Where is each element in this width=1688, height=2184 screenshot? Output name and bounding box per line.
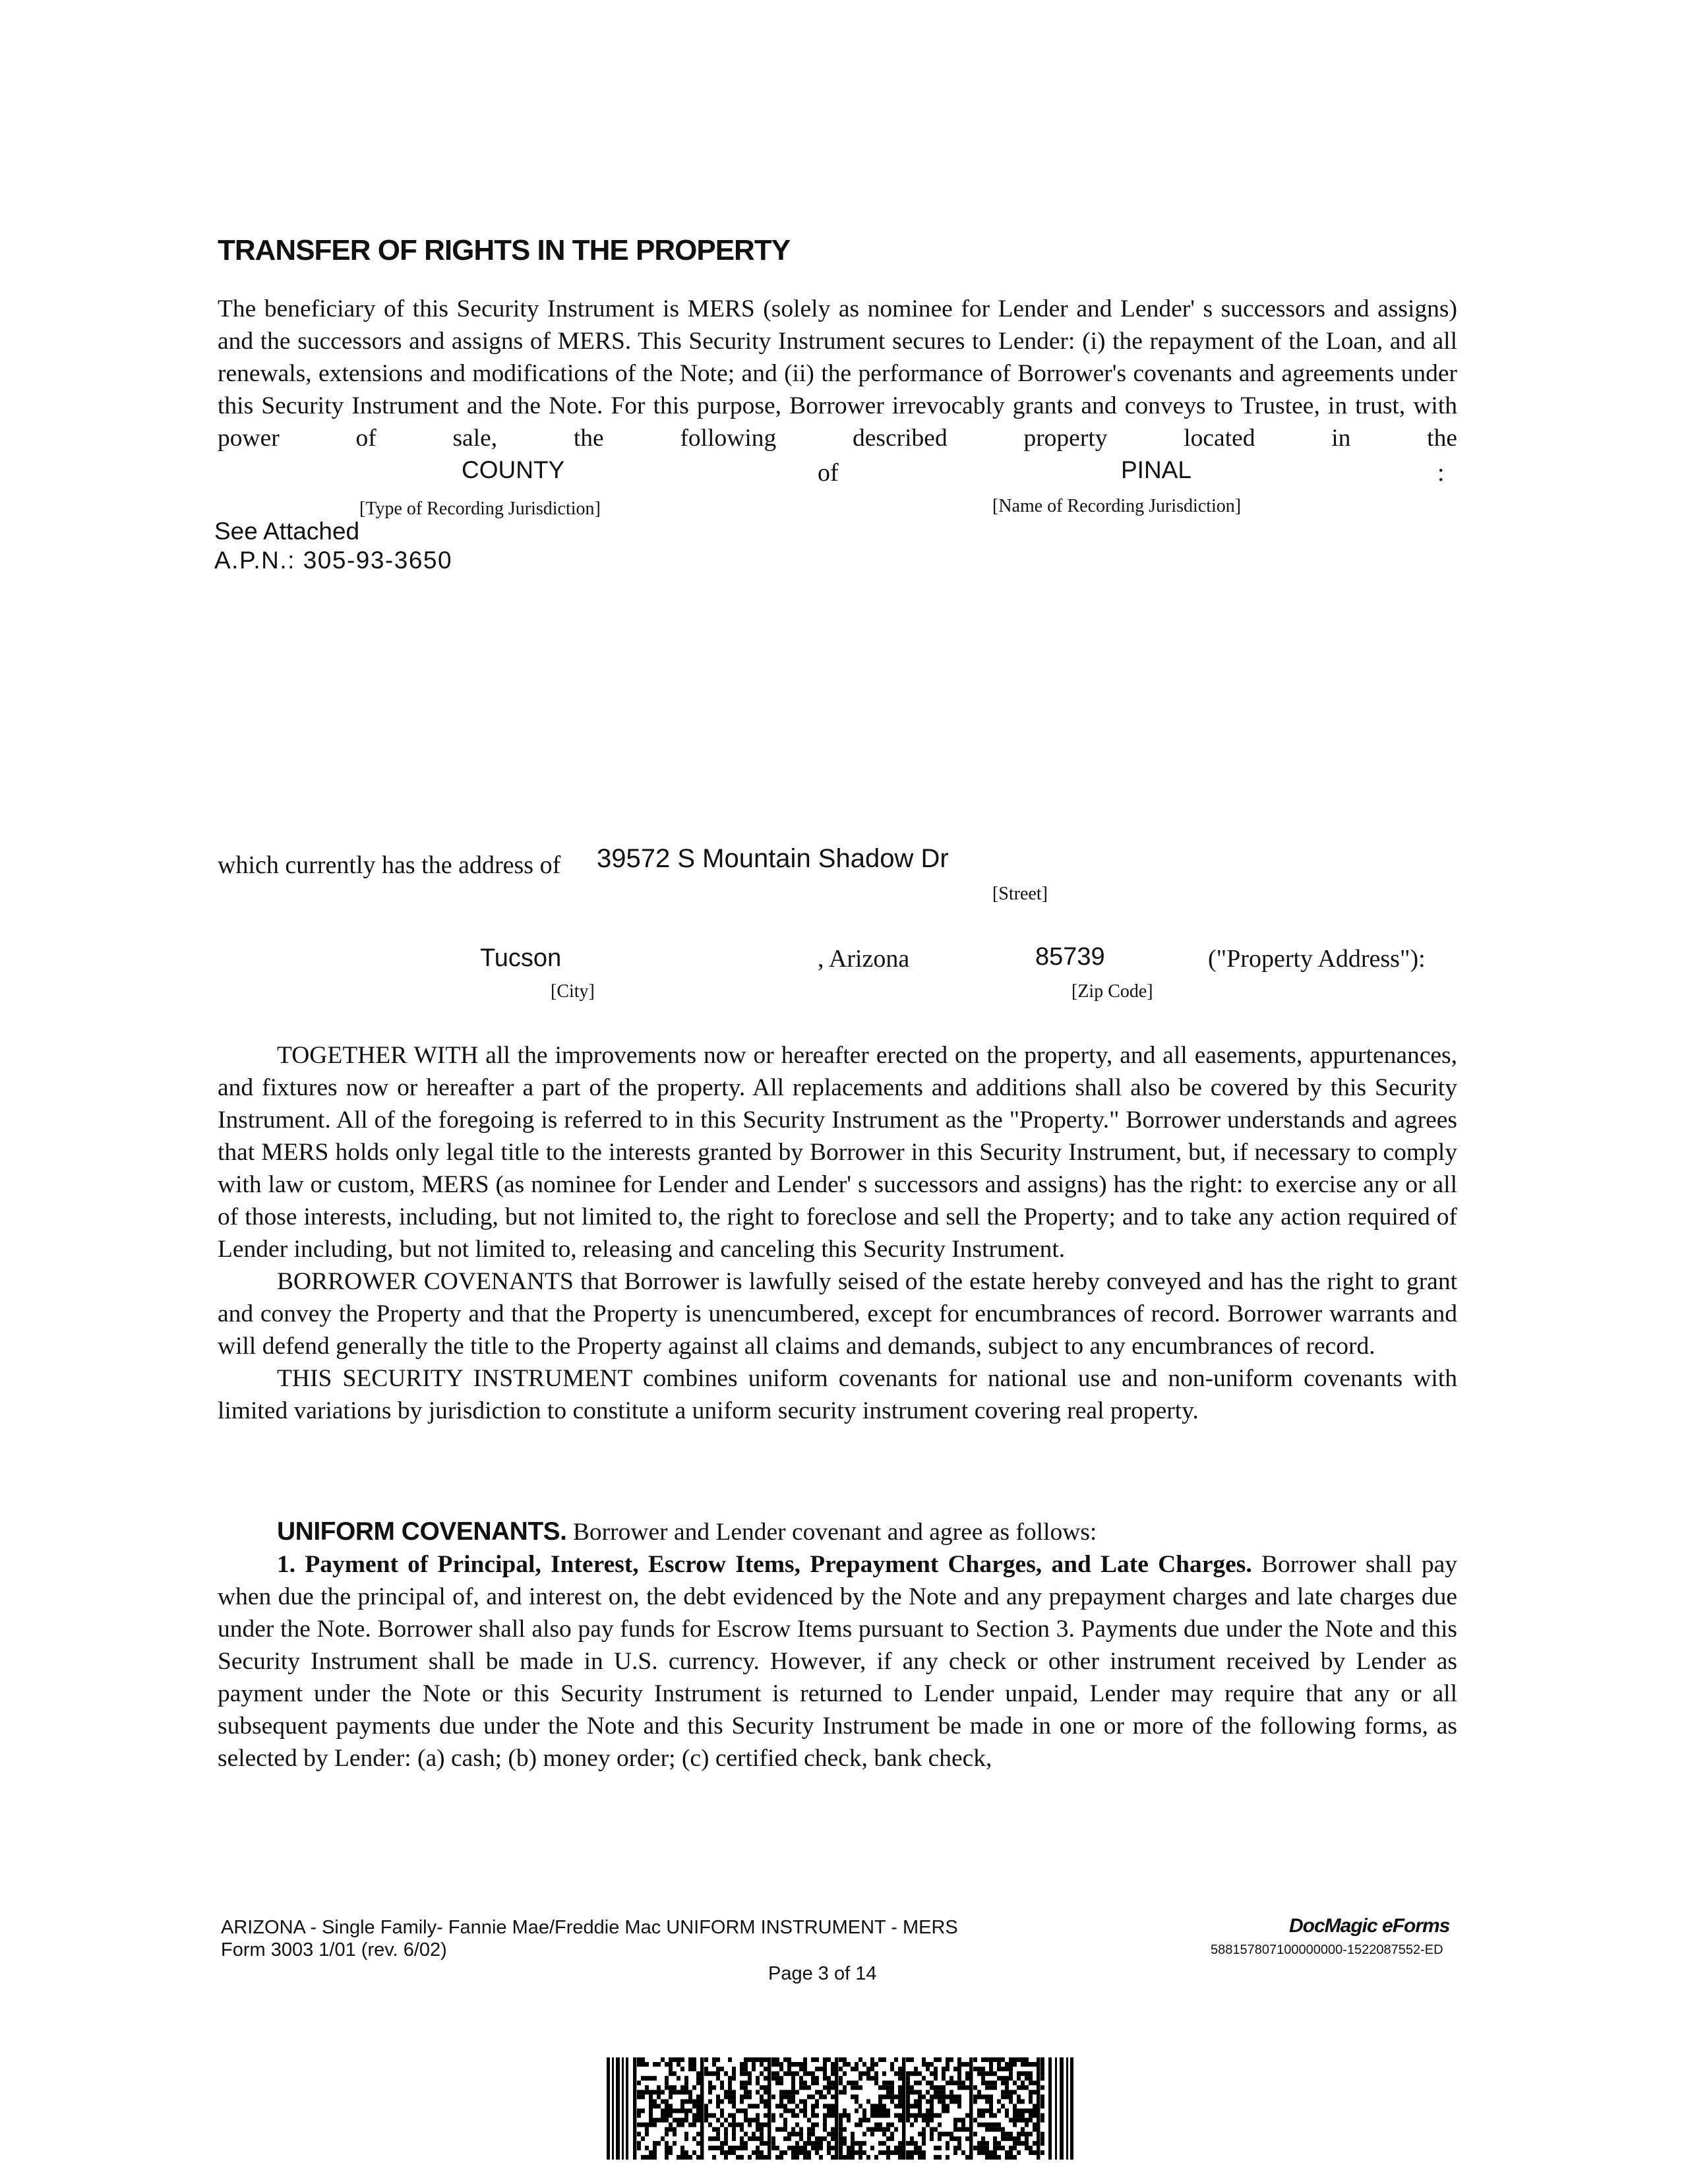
- covenant-1-number: 1.: [277, 1551, 296, 1578]
- docmagic-logo: DocMagic eForms: [1289, 1915, 1450, 1937]
- page-number: Page 3 of 14: [768, 1963, 877, 1984]
- footer-form-info: [221, 1916, 958, 1961]
- property-address-term: ("Property Address"):: [1208, 945, 1426, 973]
- together-with-paragraph: TOGETHER WITH all the improvements now or hereafter erected on the property, and all easements, appurtenances, and fixtures now or hereafter a part of the property. All replacements and additions shall also be covered by this Security Instrument. All of the foregoing is referred to in this Security Instrument as the "Property." Borrower understands and agrees that MERS holds only legal title to the interests granted by Borrower in this Security Instrument, but, if necessary to comply with law or custom, MERS (as nominee for Lender and Lender' s successors and assigns) has the right: to exercise any or all of those interests, including, but not limited to, the right to foreclose and sell the Property; and to take any action required of Lender including, but not limited to, releasing and canceling this Security Instrument.: [218, 1042, 1457, 1263]
- uniform-covenants-heading: UNIFORM COVENANTS.: [277, 1517, 567, 1546]
- covenant-1-text: Borrower shall pay when due the principal of, and interest on, the debt evidenced by the Note and any prepayment charges and late charges due under the Note. Borrower shall also pay funds for Escrow Items pursuant to Section 3. Payments due under the Note and this Security Instrument shall be made in U.S. currency. However, if any check or other instrument received by Lender as payment under the Note or this Security Instrument is returned to Lender unpaid, Lender may require that any or all subsequent payments due under the Note and this Security Instrument be made in one or more of the following forms, as selected by Lender: (a) cash; (b) money order; (c) certified check, bank check,: [218, 1551, 1458, 1772]
- uniform-covenants-intro: Borrower and Lender covenant and agree as follows:: [572, 1519, 1097, 1546]
- property-state: , Arizona: [818, 945, 910, 973]
- jurisdiction-of-word: of: [818, 459, 839, 487]
- together-with-section: [218, 1039, 1457, 1427]
- property-city: Tucson: [480, 944, 562, 972]
- street-caption: [Street]: [992, 884, 1048, 904]
- city-caption: [City]: [551, 981, 595, 1002]
- footer-form-title: ARIZONA - Single Family- Fannie Mae/Freddie Mac UNIFORM INSTRUMENT - MERS: [221, 1917, 958, 1938]
- property-zip: 85739: [1035, 943, 1105, 971]
- uniform-covenants-section: [218, 1515, 1457, 1774]
- legal-description-line: See Attached: [214, 518, 360, 545]
- covenant-1-title: Payment of Principal, Interest, Escrow Items, Prepayment Charges, and Late Charges.: [305, 1551, 1252, 1578]
- document-id: 588157807100000000-1522087552-ED: [1211, 1943, 1443, 1957]
- transfer-paragraph: The beneficiary of this Security Instrument is MERS (solely as nominee for Lender and Lender' s successors and assigns) and the successors and assigns of MERS. This Security Instrument secures to Lender: (i) the repayment of the Loan, and all renewals, extensions and modifications of the Note; and (ii) the performance of Borrower's covenants and agreements under this Security Instrument and the Note. For this purpose, Borrower irrevocably grants and conveys to Trustee, in trust, with power of sale, the following described property located in the: [218, 295, 1457, 452]
- zip-caption: [Zip Code]: [1071, 981, 1153, 1002]
- uniform-covenants-intro-line: [218, 1515, 1457, 1548]
- security-instrument-paragraph: THIS SECURITY INSTRUMENT combines uniform covenants for national use and non-uniform covenants with limited variations by jurisdiction to constitute a uniform security instrument covering real property.: [218, 1365, 1457, 1424]
- jurisdiction-type-caption: [Type of Recording Jurisdiction]: [359, 499, 601, 519]
- section-title: TRANSFER OF RIGHTS IN THE PROPERTY: [218, 234, 791, 266]
- jurisdiction-name-caption: [Name of Recording Jurisdiction]: [992, 496, 1242, 516]
- legal-description: [214, 517, 452, 575]
- barcode: [607, 2057, 1073, 2160]
- property-street: 39572 S Mountain Shadow Dr: [597, 844, 949, 873]
- borrower-covenants-paragraph: BORROWER COVENANTS that Borrower is lawfully seised of the estate hereby conveyed and has the right to grant and convey the Property and that the Property is unencumbered, except for encumbrances of record. Borrower warrants and will defend generally the title to the Property against all claims and demands, subject to any encumbrances of record.: [218, 1268, 1457, 1360]
- apn-number: A.P.N.: 305-93-3650: [214, 547, 453, 574]
- address-label: which currently has the address of: [218, 851, 561, 879]
- covenant-1-paragraph: [218, 1548, 1457, 1774]
- footer-form-number: Form 3003 1/01 (rev. 6/02): [221, 1939, 447, 1960]
- jurisdiction-colon: :: [1437, 459, 1445, 487]
- recording-jurisdiction-type: COUNTY: [462, 456, 565, 483]
- recording-jurisdiction-name: PINAL: [1121, 456, 1191, 483]
